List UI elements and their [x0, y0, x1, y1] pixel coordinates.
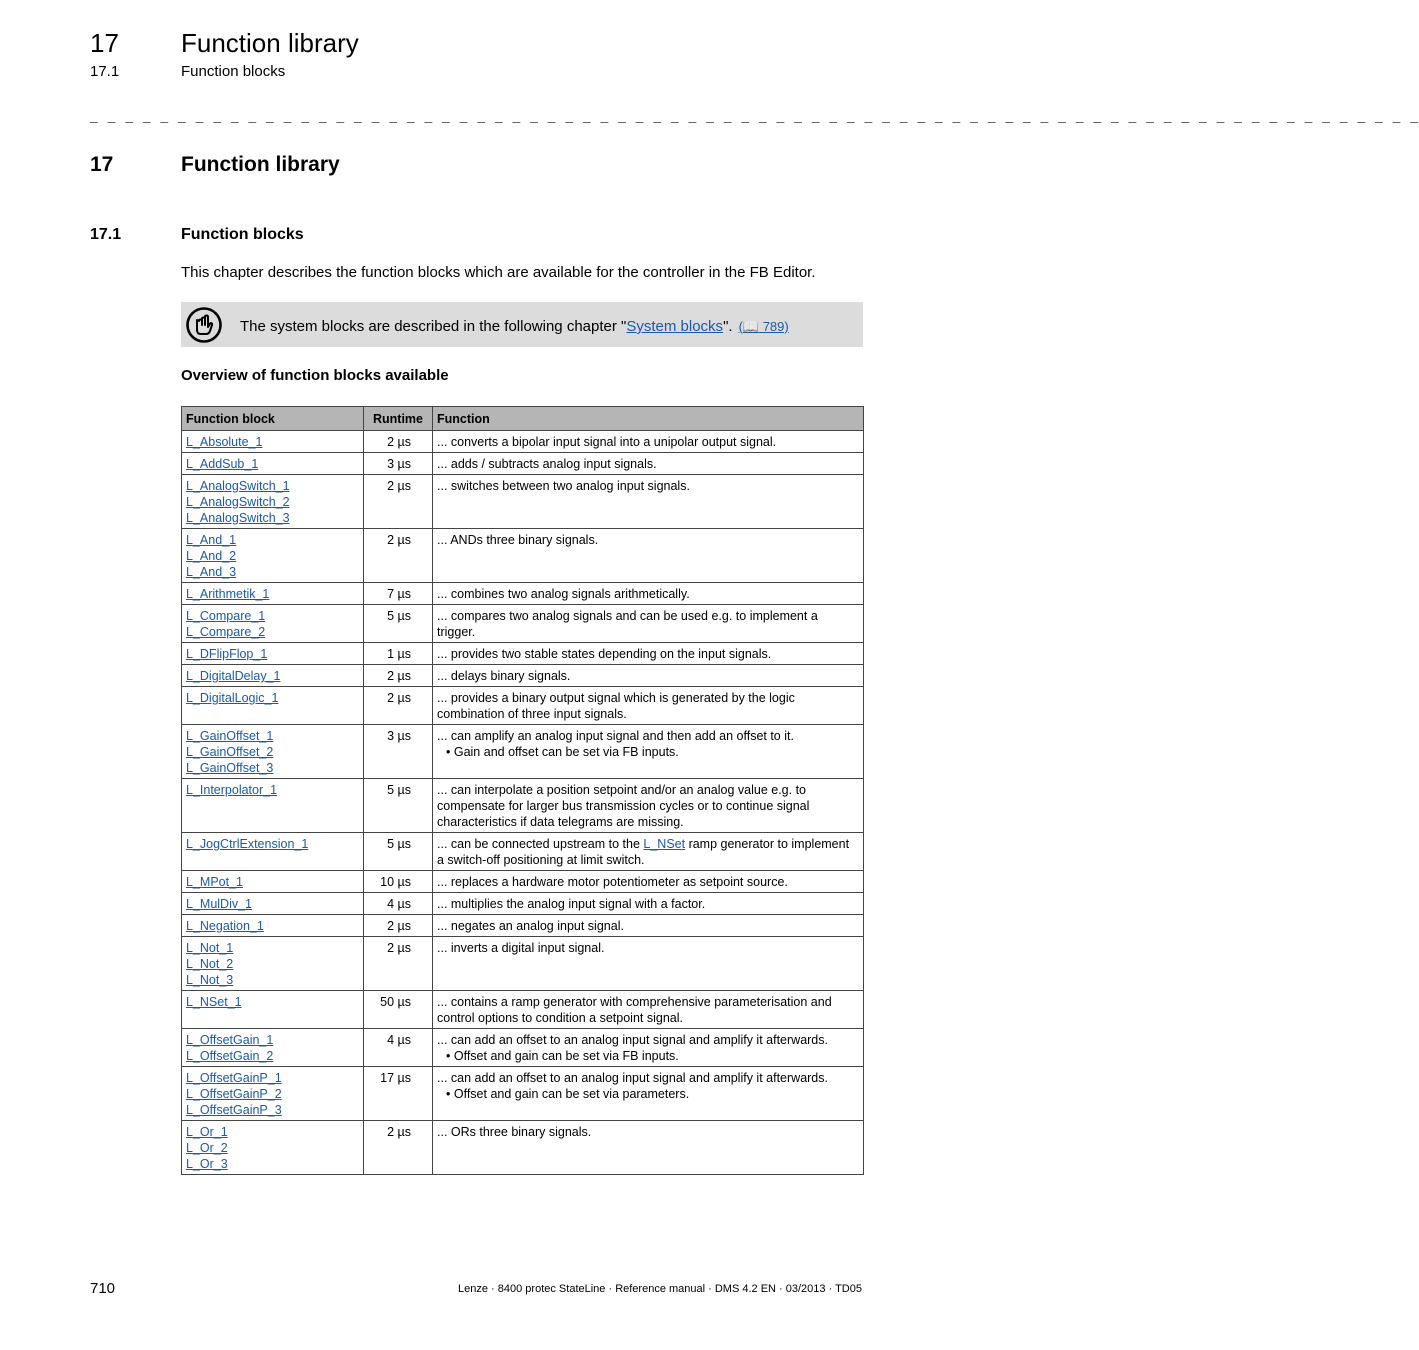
function-description-cell — [433, 937, 864, 991]
function-description-cell — [433, 871, 864, 893]
section-number: 17.1 — [90, 226, 122, 243]
function-block-link[interactable]: L_Arithmetik_1 — [186, 587, 270, 601]
function-block-cell — [182, 431, 364, 453]
function-block-cell — [182, 453, 364, 475]
table-row — [182, 453, 864, 475]
function-block-link[interactable]: L_AddSub_1 — [186, 457, 259, 471]
function-text: ... can add an offset to an analog input signal and amplify it afterwards. — [437, 1033, 828, 1047]
table-row — [182, 1067, 864, 1121]
function-description-cell — [433, 665, 864, 687]
function-description-cell — [433, 893, 864, 915]
runtime-cell: 5 µs — [364, 779, 433, 833]
runtime-cell: 2 µs — [364, 475, 433, 529]
table-row — [182, 937, 864, 991]
function-block-link[interactable]: L_OffsetGainP_3 — [186, 1103, 282, 1117]
function-text: ... can add an offset to an analog input signal and amplify it afterwards. — [437, 1071, 828, 1085]
runtime-cell: 2 µs — [364, 529, 433, 583]
function-text: ... compares two analog signals and can be used e.g. to implement a trigger. — [437, 609, 818, 639]
function-block-link[interactable]: L_GainOffset_1 — [186, 729, 274, 743]
function-block-cell — [182, 893, 364, 915]
function-block-link[interactable]: L_DigitalLogic_1 — [186, 691, 279, 705]
function-text: ramp generator to implement a switch-off positioning at limit switch. — [437, 837, 850, 867]
function-block-link[interactable]: L_Not_1 — [186, 941, 234, 955]
bullet-icon: • — [446, 1049, 454, 1063]
function-text: ... ANDs three binary signals. — [437, 533, 599, 547]
table-row — [182, 643, 864, 665]
function-block-link[interactable]: L_And_1 — [186, 533, 237, 547]
function-text: ... converts a bipolar input signal into a unipolar output signal. — [437, 435, 777, 449]
runtime-cell: 3 µs — [364, 725, 433, 779]
function-block-cell — [182, 915, 364, 937]
section-title: Function blocks — [181, 226, 304, 243]
table-row — [182, 583, 864, 605]
function-block-link[interactable]: L_Compare_1 — [186, 609, 266, 623]
function-block-cell — [182, 871, 364, 893]
function-block-cell — [182, 1121, 364, 1175]
function-block-link[interactable]: L_GainOffset_2 — [186, 745, 274, 759]
function-block-cell — [182, 475, 364, 529]
runtime-cell: 5 µs — [364, 605, 433, 643]
function-text: ... ORs three binary signals. — [437, 1125, 592, 1139]
bullet-icon: • — [446, 745, 454, 759]
column-header-function: Function — [433, 407, 864, 431]
function-description-cell — [433, 915, 864, 937]
header-section-title: Function blocks — [181, 63, 286, 80]
hand-pointer-icon — [185, 306, 223, 344]
overview-heading: Overview of function blocks available — [181, 367, 449, 384]
system-blocks-link[interactable]: System blocks — [626, 318, 724, 335]
intro-paragraph: This chapter describes the function blocks which are available for the controller in the FB Editor. — [181, 264, 816, 281]
function-block-cell — [182, 583, 364, 605]
column-header-function-block: Function block — [182, 407, 364, 431]
function-block-cell — [182, 833, 364, 871]
function-text: ... can be connected upstream to the — [437, 837, 644, 851]
column-header-runtime: Runtime — [364, 407, 433, 431]
footer-document-info: Lenze · 8400 protec StateLine · Reference manual · DMS 4.2 EN · 03/2013 · TD05 — [458, 1283, 862, 1295]
function-block-cell — [182, 665, 364, 687]
function-block-cell — [182, 779, 364, 833]
function-block-link[interactable]: L_OffsetGainP_1 — [186, 1071, 282, 1085]
function-block-link[interactable]: L_AnalogSwitch_2 — [186, 495, 290, 509]
runtime-cell: 4 µs — [364, 1029, 433, 1067]
table-row — [182, 893, 864, 915]
function-block-cell — [182, 937, 364, 991]
note-box — [181, 302, 863, 347]
function-block-cell — [182, 1067, 364, 1121]
runtime-cell: 2 µs — [364, 431, 433, 453]
runtime-cell: 50 µs — [364, 991, 433, 1029]
function-description-cell — [433, 725, 864, 779]
header-chapter-number: 17 — [90, 28, 119, 58]
function-block-cell — [182, 991, 364, 1029]
header-divider: _ _ _ _ _ _ _ _ _ _ _ _ _ _ _ _ _ _ _ _ _ _ _ _ _ _ _ _ _ _ _ _ _ _ _ _ _ _ _ _ _ _ _ _ _ _ _ _ _ _ _ _ _ _ _ _ _ _ _ _ _ _ _ _ _ _ _ _ _ _ _ _ _ _ _ _ — [90, 110, 1419, 125]
chapter-number: 17 — [90, 153, 114, 176]
function-text: ... contains a ramp generator with comprehensive parameterisation and control options to condition a setpoint signal. — [437, 995, 832, 1025]
table-row — [182, 833, 864, 871]
function-text: ... delays binary signals. — [437, 669, 571, 683]
function-block-link[interactable]: L_JogCtrlExtension_1 — [186, 837, 309, 851]
function-block-link[interactable]: L_Or_3 — [186, 1157, 228, 1171]
table-row — [182, 991, 864, 1029]
function-block-link[interactable]: L_AnalogSwitch_3 — [186, 511, 290, 525]
function-block-link[interactable]: L_And_2 — [186, 549, 237, 563]
chapter-title: Function library — [181, 153, 340, 176]
note-text-before: The system blocks are described in the following chapter " — [240, 318, 627, 335]
table-row — [182, 725, 864, 779]
header-section-number: 17.1 — [90, 63, 120, 80]
table-row — [182, 779, 864, 833]
function-description-cell — [433, 1121, 864, 1175]
function-block-link[interactable]: L_Or_1 — [186, 1125, 228, 1139]
function-description-cell — [433, 529, 864, 583]
page-reference-link[interactable]: (📖 789) — [738, 319, 789, 334]
function-text: ... combines two analog signals arithmetically. — [437, 587, 690, 601]
function-block-link[interactable]: L_Negation_1 — [186, 919, 264, 933]
function-block-cell — [182, 605, 364, 643]
header-chapter-title: Function library — [181, 28, 359, 58]
function-block-link[interactable]: L_OffsetGainP_2 — [186, 1087, 282, 1101]
bullet-text: Gain and offset can be set via FB inputs. — [453, 745, 679, 759]
function-block-link[interactable]: L_GainOffset_3 — [186, 761, 274, 775]
function-description-cell — [433, 605, 864, 643]
function-block-cell — [182, 1029, 364, 1067]
function-block-link[interactable]: L_Or_2 — [186, 1141, 228, 1155]
table-row — [182, 431, 864, 453]
function-text: ... adds / subtracts analog input signals. — [437, 457, 657, 471]
function-text: ... multiplies the analog input signal with a factor. — [437, 897, 706, 911]
function-block-link[interactable]: L_Not_2 — [186, 957, 234, 971]
function-block-link[interactable]: L_OffsetGain_2 — [186, 1049, 274, 1063]
table-row — [182, 475, 864, 529]
function-description-cell — [433, 991, 864, 1029]
runtime-cell: 2 µs — [364, 665, 433, 687]
runtime-cell: 7 µs — [364, 583, 433, 605]
runtime-cell: 17 µs — [364, 1067, 433, 1121]
table-row — [182, 529, 864, 583]
function-block-link[interactable]: L_Absolute_1 — [186, 435, 263, 449]
nset-link[interactable]: L_NSet — [643, 837, 686, 851]
function-description-cell — [433, 453, 864, 475]
function-description-cell — [433, 1067, 864, 1121]
function-description-cell — [433, 1029, 864, 1067]
table-row — [182, 871, 864, 893]
function-text: ... can amplify an analog input signal and then add an offset to it. — [437, 729, 794, 743]
function-text: ... replaces a hardware motor potentiometer as setpoint source. — [437, 875, 788, 889]
bullet-item — [437, 744, 859, 760]
function-block-cell — [182, 529, 364, 583]
runtime-cell: 2 µs — [364, 1121, 433, 1175]
function-description-cell — [433, 475, 864, 529]
function-block-link[interactable]: L_Compare_2 — [186, 625, 266, 639]
bullet-item — [437, 1086, 859, 1102]
function-block-link[interactable]: L_MulDiv_1 — [186, 897, 253, 911]
bullet-icon: • — [446, 1087, 454, 1101]
function-block-link[interactable]: L_DFlipFlop_1 — [186, 647, 268, 661]
runtime-cell: 10 µs — [364, 871, 433, 893]
table-header-row — [182, 407, 864, 431]
function-block-cell — [182, 725, 364, 779]
function-block-link[interactable]: L_MPot_1 — [186, 875, 243, 889]
function-description-cell — [433, 833, 864, 871]
bullet-item — [437, 1048, 859, 1064]
bullet-text: Offset and gain can be set via parameters. — [453, 1087, 690, 1101]
table-row — [182, 1121, 864, 1175]
function-text: ... provides a binary output signal which is generated by the logic combination of three input signals. — [437, 691, 795, 721]
function-text: ... inverts a digital input signal. — [437, 941, 605, 955]
function-description-cell — [433, 779, 864, 833]
note-text — [240, 318, 789, 335]
table-row — [182, 665, 864, 687]
function-block-cell — [182, 643, 364, 665]
function-block-link[interactable]: L_OffsetGain_1 — [186, 1033, 274, 1047]
table-row — [182, 1029, 864, 1067]
book-icon: 📖 — [742, 319, 760, 334]
function-block-link[interactable]: L_NSet_1 — [186, 995, 242, 1009]
function-text: ... switches between two analog input signals. — [437, 479, 690, 493]
function-block-cell — [182, 687, 364, 725]
runtime-cell: 1 µs — [364, 643, 433, 665]
function-description-cell — [433, 431, 864, 453]
runtime-cell: 2 µs — [364, 915, 433, 937]
function-description-cell — [433, 687, 864, 725]
function-block-link[interactable]: L_AnalogSwitch_1 — [186, 479, 290, 493]
function-block-link[interactable]: L_Interpolator_1 — [186, 783, 278, 797]
table-row — [182, 915, 864, 937]
runtime-cell: 5 µs — [364, 833, 433, 871]
function-block-link[interactable]: L_And_3 — [186, 565, 237, 579]
function-description-cell — [433, 583, 864, 605]
function-description-cell — [433, 643, 864, 665]
page-number: 710 — [90, 1280, 116, 1297]
table-row — [182, 687, 864, 725]
runtime-cell: 2 µs — [364, 687, 433, 725]
table-row — [182, 605, 864, 643]
table-body — [182, 431, 864, 1175]
function-text: ... provides two stable states depending on the input signals. — [437, 647, 772, 661]
function-text: ... negates an analog input signal. — [437, 919, 624, 933]
note-text-after: ". — [723, 318, 733, 335]
runtime-cell: 2 µs — [364, 937, 433, 991]
function-block-link[interactable]: L_Not_3 — [186, 973, 234, 987]
function-block-link[interactable]: L_DigitalDelay_1 — [186, 669, 281, 683]
function-blocks-table — [181, 406, 864, 1175]
runtime-cell: 4 µs — [364, 893, 433, 915]
bullet-text: Offset and gain can be set via FB inputs. — [453, 1049, 679, 1063]
runtime-cell: 3 µs — [364, 453, 433, 475]
function-text: ... can interpolate a position setpoint and/or an analog value e.g. to compensate for larger bus transmission cycles or to continue signal characteristics if data telegrams are missing. — [437, 783, 810, 829]
